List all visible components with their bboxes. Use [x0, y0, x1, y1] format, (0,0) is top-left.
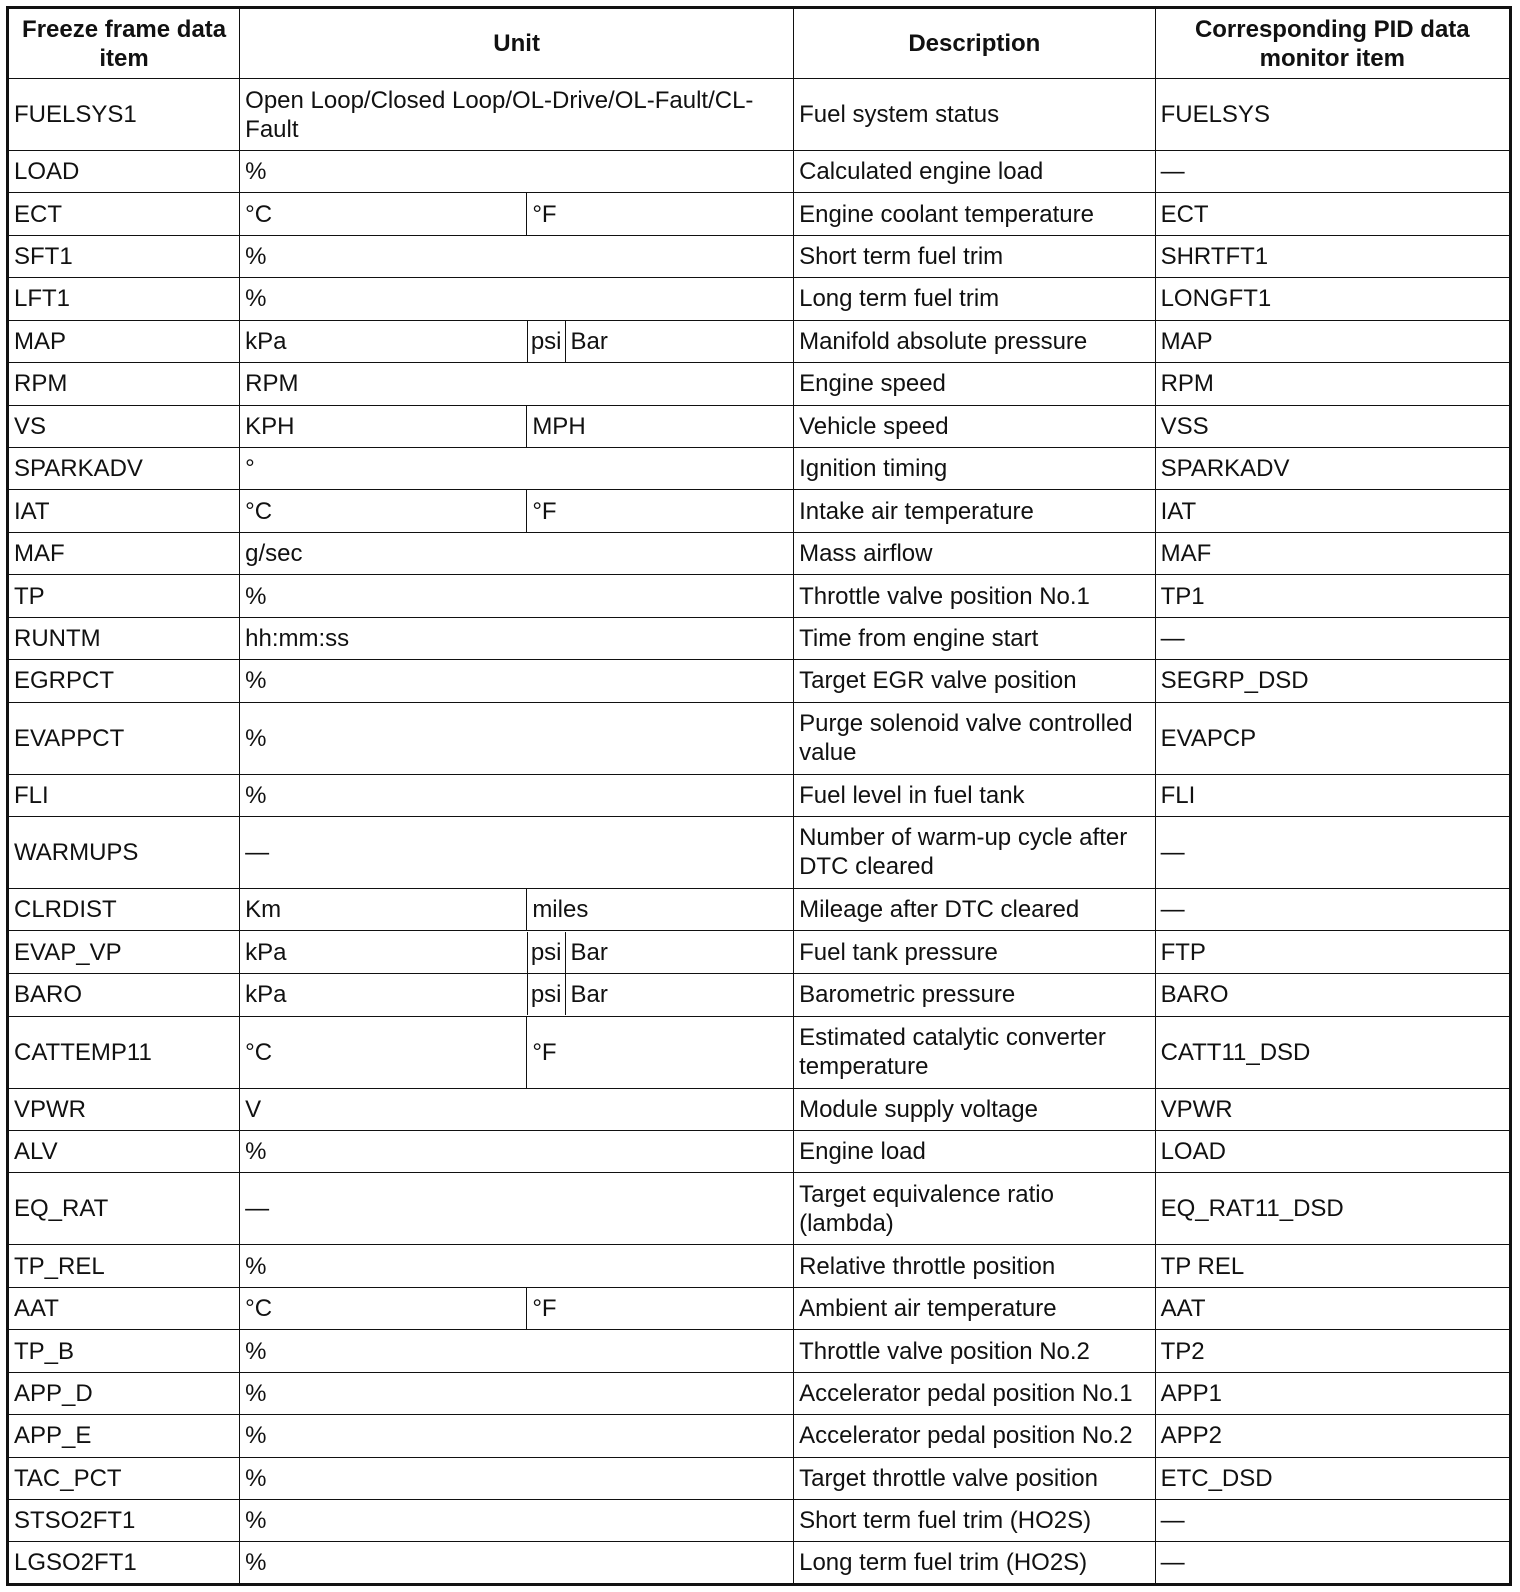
item-cell: TP [8, 575, 240, 617]
pid-cell: TP REL [1155, 1245, 1510, 1287]
pid-cell: MAF [1155, 532, 1510, 574]
pid-cell: EQ_RAT11_DSD [1155, 1173, 1510, 1245]
description-cell: Fuel level in fuel tank [794, 774, 1155, 816]
description-cell: Purge solenoid valve controlled value [794, 702, 1155, 774]
description-cell: Manifold absolute pressure [794, 320, 1155, 363]
pid-cell: — [1155, 1499, 1510, 1541]
item-cell: BARO [8, 974, 240, 1017]
table-row [8, 1287, 1511, 1329]
item-cell: TAC_PCT [8, 1457, 240, 1499]
table-row [8, 1173, 1511, 1245]
item-cell: ALV [8, 1131, 240, 1173]
description-cell: Long term fuel trim (HO2S) [794, 1542, 1155, 1585]
description-cell: Target EGR valve position [794, 660, 1155, 702]
pid-cell: RPM [1155, 363, 1510, 405]
table-row [8, 1457, 1511, 1499]
item-cell: APP_E [8, 1415, 240, 1457]
table-row [8, 575, 1511, 617]
unit-cell: % [240, 575, 794, 617]
item-cell: ECT [8, 193, 240, 235]
unit-bar: Bar [570, 327, 608, 355]
pid-cell: VSS [1155, 405, 1510, 447]
description-cell: Mass airflow [794, 532, 1155, 574]
table-row [8, 193, 1511, 235]
table-row [8, 320, 1511, 363]
unit-imperial-cell: °F [527, 1016, 794, 1088]
item-cell: EVAP_VP [8, 931, 240, 974]
unit-cell: % [240, 1372, 794, 1414]
unit-cell: % [240, 235, 794, 277]
table-row [8, 1245, 1511, 1287]
unit-metric-cell: KPH [240, 405, 527, 447]
pid-cell: FTP [1155, 931, 1510, 974]
pid-cell: TP1 [1155, 575, 1510, 617]
unit-psi-bar-cell [527, 931, 794, 974]
item-cell: TP_REL [8, 1245, 240, 1287]
table-row [8, 1542, 1511, 1585]
pid-cell: FLI [1155, 774, 1510, 816]
pid-cell: MAP [1155, 320, 1510, 363]
unit-metric-cell: °C [240, 193, 527, 235]
item-cell: FLI [8, 774, 240, 816]
table-row [8, 532, 1511, 574]
item-cell: SPARKADV [8, 448, 240, 490]
description-cell: Vehicle speed [794, 405, 1155, 447]
table-row [8, 1415, 1511, 1457]
table-row [8, 931, 1511, 974]
description-cell: Ambient air temperature [794, 1287, 1155, 1329]
table-row [8, 660, 1511, 702]
pid-cell: APP1 [1155, 1372, 1510, 1414]
description-cell: Intake air temperature [794, 490, 1155, 532]
item-cell: EVAPPCT [8, 702, 240, 774]
unit-cell: % [240, 1499, 794, 1541]
item-cell: LOAD [8, 151, 240, 193]
table-row [8, 1016, 1511, 1088]
unit-cell: % [240, 660, 794, 702]
unit-psi-bar-cell [527, 974, 794, 1017]
unit-cell: % [240, 1245, 794, 1287]
description-cell: Ignition timing [794, 448, 1155, 490]
description-cell: Long term fuel trim [794, 278, 1155, 320]
unit-cell: hh:mm:ss [240, 617, 794, 659]
table-row [8, 1372, 1511, 1414]
pid-cell: — [1155, 816, 1510, 888]
unit-cell: % [240, 702, 794, 774]
pid-cell: AAT [1155, 1287, 1510, 1329]
pid-cell: ECT [1155, 193, 1510, 235]
item-cell: VS [8, 405, 240, 447]
description-cell: Accelerator pedal position No.1 [794, 1372, 1155, 1414]
pid-cell: IAT [1155, 490, 1510, 532]
pid-cell: VPWR [1155, 1088, 1510, 1130]
description-cell: Number of warm-up cycle after DTC cleared [794, 816, 1155, 888]
pid-cell: EVAPCP [1155, 702, 1510, 774]
description-cell: Mileage after DTC cleared [794, 888, 1155, 930]
table-row [8, 235, 1511, 277]
unit-kpa-cell: kPa [240, 320, 527, 363]
description-cell: Engine coolant temperature [794, 193, 1155, 235]
unit-imperial-cell: miles [527, 888, 794, 930]
table-row [8, 888, 1511, 930]
unit-cell: % [240, 278, 794, 320]
table-row [8, 1088, 1511, 1130]
unit-cell: Open Loop/Closed Loop/OL-Drive/OL-Fault/CL-Fault [240, 79, 794, 151]
unit-metric-cell: °C [240, 1016, 527, 1088]
item-cell: SFT1 [8, 235, 240, 277]
table-row [8, 278, 1511, 320]
header-unit: Unit [240, 8, 794, 79]
description-cell: Time from engine start [794, 617, 1155, 659]
unit-psi: psi [527, 321, 566, 362]
table-row [8, 1499, 1511, 1541]
table-row [8, 363, 1511, 405]
pid-cell: — [1155, 617, 1510, 659]
unit-imperial-cell: °F [527, 490, 794, 532]
item-cell: MAP [8, 320, 240, 363]
item-cell: AAT [8, 1287, 240, 1329]
description-cell: Target throttle valve position [794, 1457, 1155, 1499]
description-cell: Short term fuel trim [794, 235, 1155, 277]
unit-kpa-cell: kPa [240, 974, 527, 1017]
unit-cell: % [240, 1131, 794, 1173]
pid-cell: — [1155, 1542, 1510, 1585]
pid-cell: — [1155, 151, 1510, 193]
item-cell: EGRPCT [8, 660, 240, 702]
item-cell: LFT1 [8, 278, 240, 320]
pid-cell: BARO [1155, 974, 1510, 1017]
table-body [8, 79, 1511, 1585]
unit-bar: Bar [570, 981, 608, 1009]
item-cell: FUELSYS1 [8, 79, 240, 151]
header-description: Description [794, 8, 1155, 79]
description-cell: Engine load [794, 1131, 1155, 1173]
table-row [8, 448, 1511, 490]
item-cell: RPM [8, 363, 240, 405]
unit-cell: V [240, 1088, 794, 1130]
description-cell: Estimated catalytic converter temperature [794, 1016, 1155, 1088]
pid-cell: CATT11_DSD [1155, 1016, 1510, 1088]
unit-metric-cell: Km [240, 888, 527, 930]
description-cell: Accelerator pedal position No.2 [794, 1415, 1155, 1457]
pid-cell: FUELSYS [1155, 79, 1510, 151]
unit-psi: psi [527, 974, 566, 1015]
item-cell: IAT [8, 490, 240, 532]
table-row [8, 702, 1511, 774]
description-cell: Barometric pressure [794, 974, 1155, 1017]
item-cell: WARMUPS [8, 816, 240, 888]
pid-cell: SEGRP_DSD [1155, 660, 1510, 702]
description-cell: Module supply voltage [794, 1088, 1155, 1130]
table-row [8, 774, 1511, 816]
pid-cell: SHRTFT1 [1155, 235, 1510, 277]
unit-psi-bar-cell [527, 320, 794, 363]
item-cell: APP_D [8, 1372, 240, 1414]
table-row [8, 974, 1511, 1017]
unit-cell: % [240, 1330, 794, 1372]
unit-cell: g/sec [240, 532, 794, 574]
unit-cell: ° [240, 448, 794, 490]
item-cell: CATTEMP11 [8, 1016, 240, 1088]
description-cell: Throttle valve position No.1 [794, 575, 1155, 617]
table-row [8, 617, 1511, 659]
description-cell: Engine speed [794, 363, 1155, 405]
item-cell: VPWR [8, 1088, 240, 1130]
unit-cell: RPM [240, 363, 794, 405]
unit-bar: Bar [570, 938, 608, 966]
unit-cell: — [240, 1173, 794, 1245]
unit-cell: % [240, 151, 794, 193]
pid-cell: LONGFT1 [1155, 278, 1510, 320]
item-cell: EQ_RAT [8, 1173, 240, 1245]
item-cell: LGSO2FT1 [8, 1542, 240, 1585]
table-row [8, 1330, 1511, 1372]
item-cell: STSO2FT1 [8, 1499, 240, 1541]
item-cell: TP_B [8, 1330, 240, 1372]
unit-metric-cell: °C [240, 490, 527, 532]
description-cell: Relative throttle position [794, 1245, 1155, 1287]
item-cell: CLRDIST [8, 888, 240, 930]
item-cell: MAF [8, 532, 240, 574]
item-cell: RUNTM [8, 617, 240, 659]
description-cell: Fuel tank pressure [794, 931, 1155, 974]
unit-cell: % [240, 1415, 794, 1457]
unit-psi: psi [527, 932, 566, 973]
unit-metric-cell: °C [240, 1287, 527, 1329]
header-item: Freeze frame data item [8, 8, 240, 79]
description-cell: Throttle valve position No.2 [794, 1330, 1155, 1372]
unit-cell: % [240, 1542, 794, 1585]
header-pid: Corresponding PID data monitor item [1155, 8, 1510, 79]
pid-cell: APP2 [1155, 1415, 1510, 1457]
unit-cell: — [240, 816, 794, 888]
pid-cell: — [1155, 888, 1510, 930]
description-cell: Calculated engine load [794, 151, 1155, 193]
pid-cell: ETC_DSD [1155, 1457, 1510, 1499]
unit-cell: % [240, 774, 794, 816]
header-row [8, 8, 1511, 79]
table-row [8, 151, 1511, 193]
description-cell: Fuel system status [794, 79, 1155, 151]
table-row [8, 79, 1511, 151]
unit-imperial-cell: °F [527, 1287, 794, 1329]
table-row [8, 405, 1511, 447]
description-cell: Short term fuel trim (HO2S) [794, 1499, 1155, 1541]
pid-cell: LOAD [1155, 1131, 1510, 1173]
unit-imperial-cell: °F [527, 193, 794, 235]
description-cell: Target equivalence ratio (lambda) [794, 1173, 1155, 1245]
pid-cell: TP2 [1155, 1330, 1510, 1372]
unit-cell: % [240, 1457, 794, 1499]
table-row [8, 1131, 1511, 1173]
unit-kpa-cell: kPa [240, 931, 527, 974]
freeze-frame-table [6, 6, 1512, 1586]
pid-cell: SPARKADV [1155, 448, 1510, 490]
table-row [8, 816, 1511, 888]
unit-imperial-cell: MPH [527, 405, 794, 447]
table-row [8, 490, 1511, 532]
